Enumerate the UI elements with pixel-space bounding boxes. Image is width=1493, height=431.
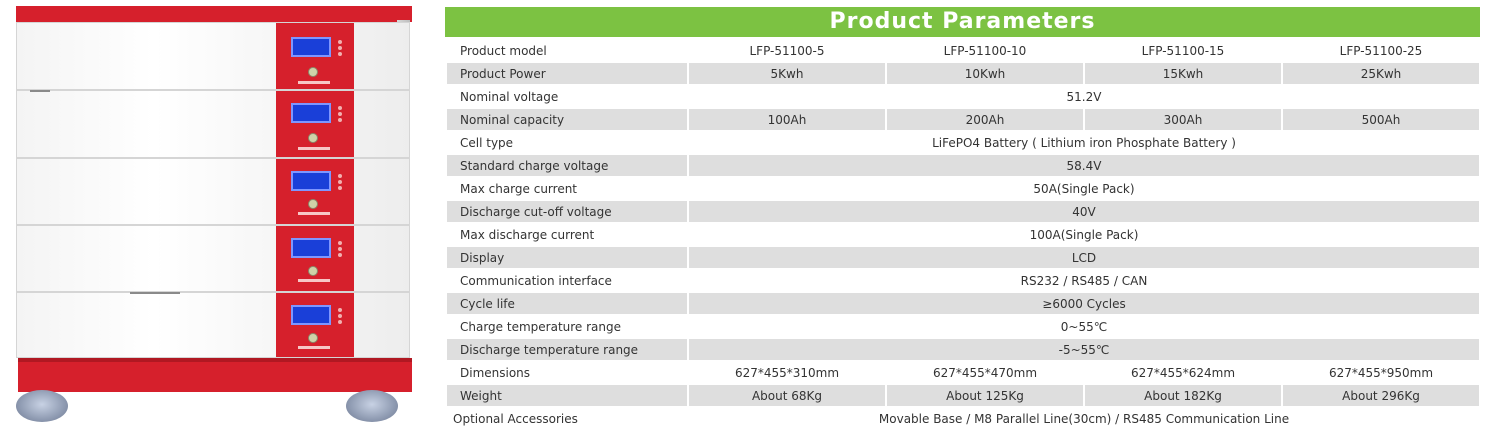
row-label: Nominal capacity bbox=[447, 109, 687, 130]
caster-wheel-icon bbox=[346, 390, 398, 422]
row-label: Weight bbox=[447, 385, 687, 406]
row-label: Discharge cut-off voltage bbox=[447, 201, 687, 222]
row-value: About 182Kg bbox=[1085, 385, 1281, 406]
row-label: Product model bbox=[447, 40, 687, 61]
row-value-span: 50A(Single Pack) bbox=[689, 178, 1479, 199]
row-label: Max discharge current bbox=[447, 224, 687, 245]
row-value-span: RS232 / RS485 / CAN bbox=[689, 270, 1479, 291]
module-control-panel bbox=[276, 91, 354, 157]
panel-label-mark bbox=[298, 81, 330, 84]
table-row bbox=[447, 316, 1479, 337]
battery-product-image bbox=[0, 0, 430, 430]
product-parameters-section bbox=[445, 7, 1480, 431]
battery-module-4 bbox=[16, 225, 410, 292]
row-value-span: ≥6000 Cycles bbox=[689, 293, 1479, 314]
battery-module-3 bbox=[16, 158, 410, 225]
row-value: 300Ah bbox=[1085, 109, 1281, 130]
power-button-icon bbox=[308, 266, 318, 276]
row-value: About 125Kg bbox=[887, 385, 1083, 406]
table-row bbox=[447, 270, 1479, 291]
lcd-screen-icon bbox=[291, 305, 331, 325]
table-row bbox=[447, 63, 1479, 84]
row-label: Nominal voltage bbox=[447, 86, 687, 107]
table-row bbox=[447, 155, 1479, 176]
row-label: Optional Accessories bbox=[447, 408, 687, 429]
table-row bbox=[447, 293, 1479, 314]
table-row bbox=[447, 408, 1479, 429]
row-value-span: LiFePO4 Battery ( Lithium iron Phosphate Battery ) bbox=[689, 132, 1479, 153]
spec-table bbox=[445, 38, 1481, 431]
row-value-span: -5~55℃ bbox=[689, 339, 1479, 360]
row-value-span: 100A(Single Pack) bbox=[689, 224, 1479, 245]
row-value: 500Ah bbox=[1283, 109, 1479, 130]
module-seam-mark bbox=[30, 90, 50, 92]
row-value: LFP-51100-10 bbox=[887, 40, 1083, 61]
caster-wheel-icon bbox=[16, 390, 68, 422]
module-control-panel bbox=[276, 226, 354, 291]
row-label: Cycle life bbox=[447, 293, 687, 314]
module-control-panel bbox=[276, 159, 354, 224]
row-value: LFP-51100-5 bbox=[689, 40, 885, 61]
row-value: 627*455*624mm bbox=[1085, 362, 1281, 383]
table-row bbox=[447, 224, 1479, 245]
module-control-panel bbox=[276, 293, 354, 357]
indicator-lights-icon bbox=[338, 40, 342, 58]
panel-label-mark bbox=[298, 147, 330, 150]
table-row bbox=[447, 109, 1479, 130]
row-value-span: 40V bbox=[689, 201, 1479, 222]
indicator-lights-icon bbox=[338, 241, 342, 259]
row-value: LFP-51100-25 bbox=[1283, 40, 1479, 61]
row-label: Discharge temperature range bbox=[447, 339, 687, 360]
row-label: Dimensions bbox=[447, 362, 687, 383]
power-button-icon bbox=[308, 133, 318, 143]
row-value: About 68Kg bbox=[689, 385, 885, 406]
table-row bbox=[447, 40, 1479, 61]
row-value: 100Ah bbox=[689, 109, 885, 130]
row-value: 25Kwh bbox=[1283, 63, 1479, 84]
row-label: Product Power bbox=[447, 63, 687, 84]
indicator-lights-icon bbox=[338, 308, 342, 326]
power-button-icon bbox=[308, 199, 318, 209]
lcd-screen-icon bbox=[291, 238, 331, 258]
battery-module-1 bbox=[16, 22, 410, 90]
indicator-lights-icon bbox=[338, 106, 342, 124]
row-value: 200Ah bbox=[887, 109, 1083, 130]
module-control-panel bbox=[276, 23, 354, 89]
row-label: Max charge current bbox=[447, 178, 687, 199]
power-button-icon bbox=[308, 333, 318, 343]
battery-top-cap bbox=[16, 6, 412, 22]
power-button-icon bbox=[308, 67, 318, 77]
row-label: Charge temperature range bbox=[447, 316, 687, 337]
table-row bbox=[447, 201, 1479, 222]
row-value: 627*455*470mm bbox=[887, 362, 1083, 383]
row-label: Cell type bbox=[447, 132, 687, 153]
row-value-span: 0~55℃ bbox=[689, 316, 1479, 337]
lcd-screen-icon bbox=[291, 37, 331, 57]
row-value: About 296Kg bbox=[1283, 385, 1479, 406]
row-label: Display bbox=[447, 247, 687, 268]
row-value-span: 58.4V bbox=[689, 155, 1479, 176]
battery-red-base bbox=[18, 358, 412, 392]
row-value-span: 51.2V bbox=[689, 86, 1479, 107]
indicator-lights-icon bbox=[338, 174, 342, 192]
row-label: Standard charge voltage bbox=[447, 155, 687, 176]
table-row bbox=[447, 362, 1479, 383]
row-value: 627*455*950mm bbox=[1283, 362, 1479, 383]
table-row bbox=[447, 178, 1479, 199]
row-value: 5Kwh bbox=[689, 63, 885, 84]
table-row bbox=[447, 86, 1479, 107]
row-value: 10Kwh bbox=[887, 63, 1083, 84]
row-value: 15Kwh bbox=[1085, 63, 1281, 84]
module-seam-mark bbox=[130, 292, 180, 294]
row-label: Communication interface bbox=[447, 270, 687, 291]
lcd-screen-icon bbox=[291, 171, 331, 191]
lcd-screen-icon bbox=[291, 103, 331, 123]
row-value-span: Movable Base / M8 Parallel Line(30cm) / RS485 Communication Line bbox=[689, 408, 1479, 429]
table-row bbox=[447, 339, 1479, 360]
panel-label-mark bbox=[298, 279, 330, 282]
battery-module-2 bbox=[16, 90, 410, 158]
battery-module-5 bbox=[16, 292, 410, 358]
panel-label-mark bbox=[298, 346, 330, 349]
panel-label-mark bbox=[298, 212, 330, 215]
row-value: LFP-51100-15 bbox=[1085, 40, 1281, 61]
row-value-span: LCD bbox=[689, 247, 1479, 268]
row-value: 627*455*310mm bbox=[689, 362, 885, 383]
section-title: Product Parameters bbox=[445, 7, 1480, 37]
table-row bbox=[447, 132, 1479, 153]
table-row bbox=[447, 247, 1479, 268]
table-row bbox=[447, 385, 1479, 406]
